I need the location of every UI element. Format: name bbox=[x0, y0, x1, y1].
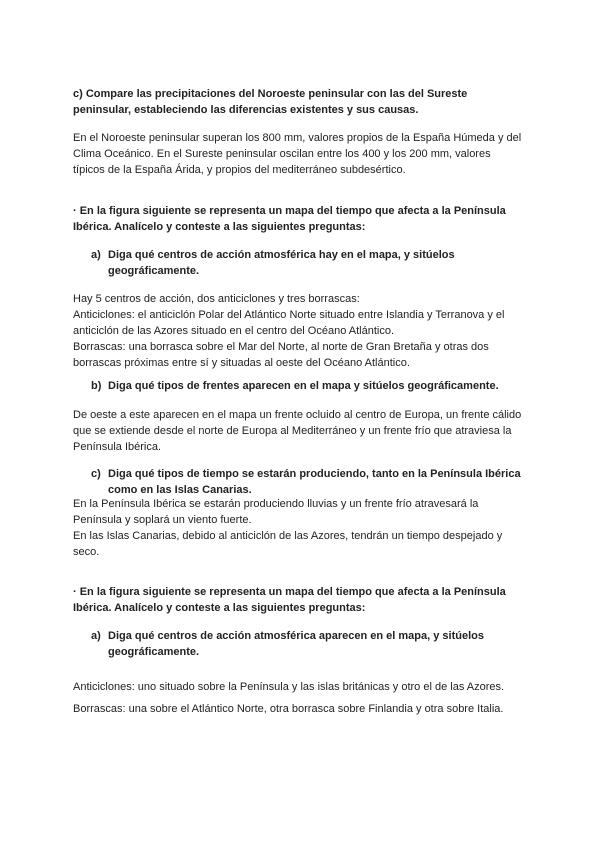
answer-line: anticiclón de las Azores situado en el centro del Océano Atlántico. bbox=[73, 325, 395, 337]
map1-answer-a bbox=[73, 291, 533, 371]
question-text: como en las Islas Canarias. bbox=[108, 484, 252, 496]
answer-line: De oeste a este aparecen en el mapa un frente ocluido al centro de Europa, un frente cálido bbox=[73, 409, 522, 421]
question-text: geográficamente. bbox=[108, 646, 200, 658]
question-text: geográficamente. bbox=[108, 265, 200, 277]
answer-line: Hay 5 centros de acción, dos anticiclones y tres borrascas: bbox=[73, 293, 360, 305]
map2-intro bbox=[73, 584, 533, 616]
intro-line: Ibérica. Analícelo y conteste a las siguientes preguntas: bbox=[73, 602, 366, 614]
answer-line: típicos de la España Árida, y propios del mediterráneo subdesértico. bbox=[73, 164, 406, 176]
question-c-title bbox=[73, 86, 533, 118]
answer-line: Borrascas: una borrasca sobre el Mar del Norte, al norte de Gran Bretaña y otras dos bbox=[73, 341, 489, 353]
intro-line: · En la figura siguiente se representa un mapa del tiempo que afecta a la Península bbox=[73, 586, 506, 598]
intro-line: · En la figura siguiente se representa un mapa del tiempo que afecta a la Península bbox=[73, 205, 506, 217]
map2-question-a bbox=[91, 628, 521, 660]
answer-line: En el Noroeste peninsular superan los 800 mm, valores propios de la España Húmeda y del bbox=[73, 132, 522, 144]
list-marker: a) bbox=[91, 249, 101, 261]
map1-answer-c bbox=[73, 496, 533, 560]
answer-line: Borrascas: una sobre el Atlántico Norte, otra borrasca sobre Finlandia y otra sobre Italia. bbox=[73, 703, 504, 715]
list-marker: c) bbox=[91, 468, 101, 480]
map1-answer-b bbox=[73, 407, 533, 455]
answer-line: Anticiclones: el anticiclón Polar del Atlántico Norte situado entre Islandia y Terranova y el bbox=[73, 309, 505, 321]
answer-line: Clima Oceánico. En el Sureste peninsular oscilan entre los 400 y los 200 mm, valores bbox=[73, 148, 491, 160]
question-text: Diga qué centros de acción atmosférica aparecen en el mapa, y sitúelos bbox=[108, 630, 484, 642]
answer-line: En las Islas Canarias, debido al anticiclón de las Azores, tendrán un tiempo despejado y bbox=[73, 530, 503, 542]
question-c-answer bbox=[73, 130, 533, 178]
answer-line: seco. bbox=[73, 546, 100, 558]
map1-question-a bbox=[91, 247, 521, 279]
map1-intro bbox=[73, 203, 533, 235]
answer-line: Anticiclones: uno situado sobre la Península y las islas británicas y otro el de las Azores. bbox=[73, 681, 505, 693]
question-text: Diga qué centros de acción atmosférica hay en el mapa, y sitúelos bbox=[108, 249, 455, 261]
answer-line: que se extiende desde el norte de Europa al Mediterráneo y un frente frío que atraviesa la bbox=[73, 425, 512, 437]
answer-line: borrascas próximas entre sí y situadas al oeste del Océano Atlántico. bbox=[73, 357, 410, 369]
answer-line: En la Península Ibérica se estarán produciendo lluvias y un frente frío atravesará la bbox=[73, 498, 479, 510]
list-marker: b) bbox=[91, 380, 102, 392]
question-c-title-line2: peninsular, estableciendo las diferencias existentes y sus causas. bbox=[73, 104, 419, 116]
answer-line: Península y soplará un viento fuerte. bbox=[73, 514, 252, 526]
map1-question-b bbox=[91, 378, 521, 394]
question-c-title-line1: c) Compare las precipitaciones del Noroeste peninsular con las del Sureste bbox=[73, 88, 468, 100]
question-text: Diga qué tipos de tiempo se estarán produciendo, tanto en la Península Ibérica bbox=[108, 468, 521, 480]
map2-answer-a bbox=[73, 679, 543, 717]
list-marker: a) bbox=[91, 630, 101, 642]
answer-line: Península Ibérica. bbox=[73, 441, 162, 453]
intro-line: Ibérica. Analícelo y conteste a las siguientes preguntas: bbox=[73, 221, 366, 233]
question-text: Diga qué tipos de frentes aparecen en el mapa y sitúelos geográficamente. bbox=[108, 380, 499, 392]
map1-question-c bbox=[91, 466, 521, 498]
